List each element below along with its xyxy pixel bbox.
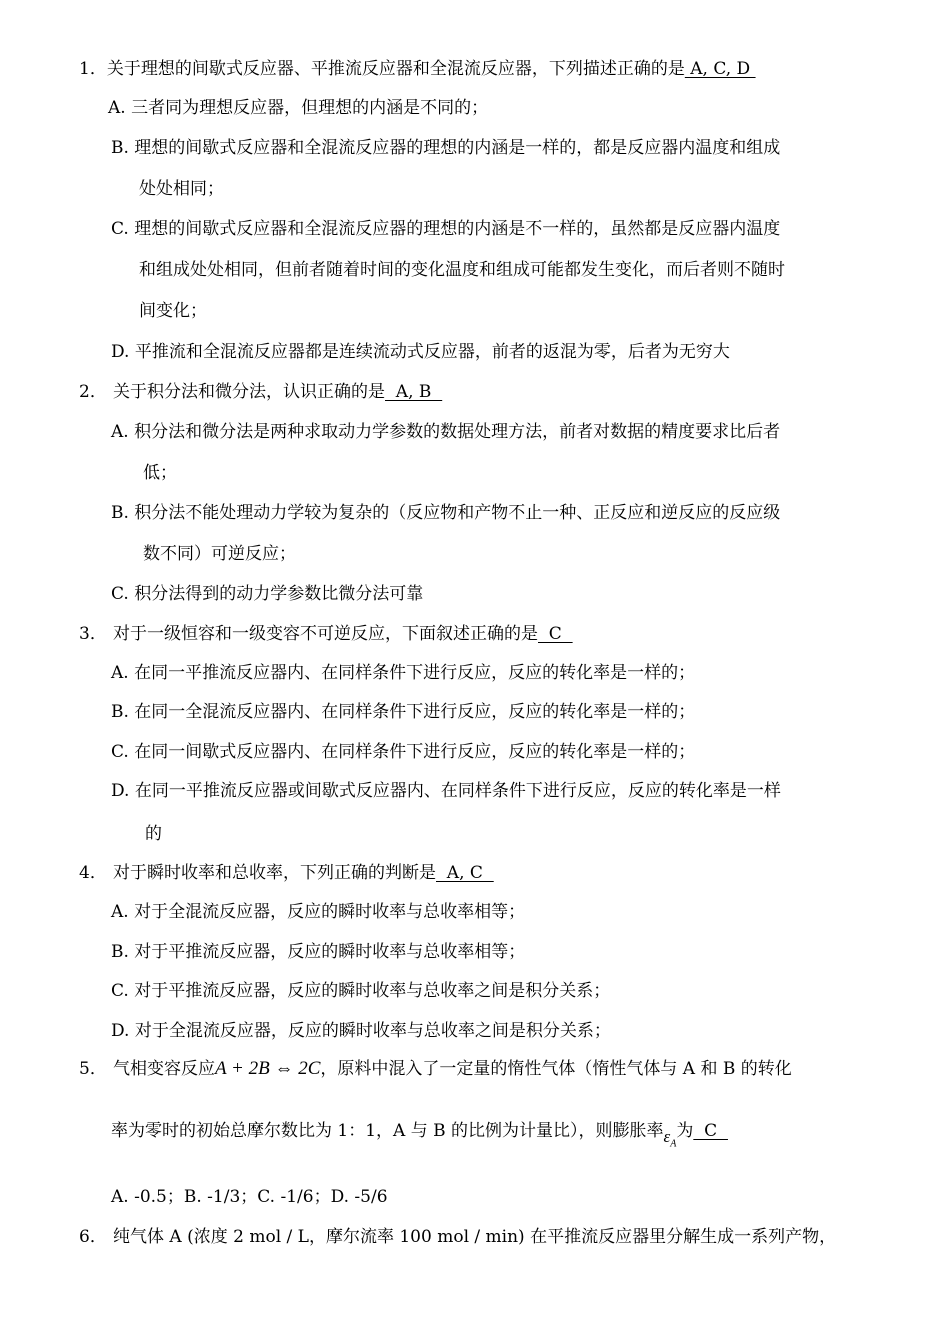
q2-option-b-cont: 数不同）可逆反应； [143,544,296,564]
q3-option-b: B. 在同一全混流反应器内、在同样条件下进行反应，反应的转化率是一样的； [111,702,696,722]
q3-option-d-cont: 的 [145,824,162,844]
answer-blank: C [538,624,573,644]
q2-option-a: A. 积分法和微分法是两种求取动力学参数的数据处理方法，前者对数据的精度要求比后者 [111,422,781,442]
question-5-stem [79,1058,792,1080]
q4-option-d: D. 对于全混流反应器，反应的瞬时收率与总收率之间是积分关系； [111,1021,611,1041]
q2-option-c: C. 积分法得到的动力学参数比微分法可靠 [111,584,424,604]
question-number: 4． [79,863,107,883]
reaction-equation: A + 2B ⇔ 2C [215,1058,321,1079]
q3-option-a: A. 在同一平推流反应器内、在同样条件下进行反应，反应的转化率是一样的； [111,663,696,683]
answer-blank: C [693,1121,728,1141]
question-text: 对于瞬时收率和总收率，下列正确的判断是 [113,863,436,883]
question-4-stem [79,862,494,884]
question-1-stem [79,58,756,80]
q1-option-c: C. 理想的间歇式反应器和全混流反应器的理想的内涵是不一样的，虽然都是反应器内温度 [111,219,781,239]
question-number: 1． [79,59,107,79]
q1-option-a: A. 三者同为理想反应器，但理想的内涵是不同的； [108,98,489,118]
question-text: 对于一级恒容和一级变容不可逆反应，下面叙述正确的是 [113,624,538,644]
question-3-stem [79,623,573,645]
question-2-stem [79,381,442,403]
q1-option-d: D. 平推流和全混流反应器都是连续流动式反应器，前者的返混为零，后者为无穷大 [111,342,730,362]
answer-blank: A, C [436,863,494,883]
question-number: 6． [79,1227,107,1247]
q3-option-c: C. 在同一间歇式反应器内、在同样条件下进行反应，反应的转化率是一样的； [111,742,696,762]
question-5-line-2 [111,1120,728,1149]
expansion-factor-symbol: $\varepsilon_A$ [663,1127,677,1150]
q5-options: A. -0.5；B. -1/3；C. -1/6；D. -5/6 [111,1187,388,1207]
q4-option-a: A. 对于全混流反应器，反应的瞬时收率与总收率相等； [111,902,526,922]
question-number: 5． [79,1059,107,1079]
question-number: 2． [79,382,107,402]
q1-option-c-cont-1: 和组成处处相同，但前者随着时间的变化温度和组成可能都发生变化，而后者则不随时 [139,260,785,280]
question-text: 气相变容反应 [113,1059,215,1079]
question-text: 率为零时的初始总摩尔数比为 1：1，A 与 B 的比例为计量比），则膨胀率 [111,1121,664,1141]
q1-option-c-cont-2: 间变化； [139,301,207,321]
question-text-for: 为 [676,1121,694,1141]
question-text-cont: ，原料中混入了一定量的惰性气体（惰性气体与 A 和 B 的转化 [320,1059,792,1079]
q2-option-a-cont: 低； [143,463,177,483]
q1-option-b-cont: 处处相同； [139,179,224,199]
question-6-stem [79,1226,836,1248]
question-text: 关于积分法和微分法，认识正确的是 [113,382,385,402]
q4-option-c: C. 对于平推流反应器，反应的瞬时收率与总收率之间是积分关系； [111,981,611,1001]
answer-blank: A, C, D [684,59,756,79]
question-number: 3． [79,624,107,644]
q1-option-b: B. 理想的间歇式反应器和全混流反应器的理想的内涵是一样的，都是反应器内温度和组成 [111,138,781,158]
question-text: 关于理想的间歇式反应器、平推流反应器和全混流反应器，下列描述正确的是 [106,59,685,79]
q2-option-b: B. 积分法不能处理动力学较为复杂的（反应物和产物不止一种、正反应和逆反应的反应级 [111,503,781,523]
answer-blank: A, B [385,382,443,402]
q3-option-d: D. 在同一平推流反应器或间歇式反应器内、在同样条件下进行反应，反应的转化率是一样 [111,781,781,801]
question-text: 纯气体 A (浓度 2 mol / L，摩尔流率 100 mol / min) 在平推流反应器里分解生成一系列产物， [113,1227,837,1247]
q4-option-b: B. 对于平推流反应器，反应的瞬时收率与总收率相等； [111,942,526,962]
